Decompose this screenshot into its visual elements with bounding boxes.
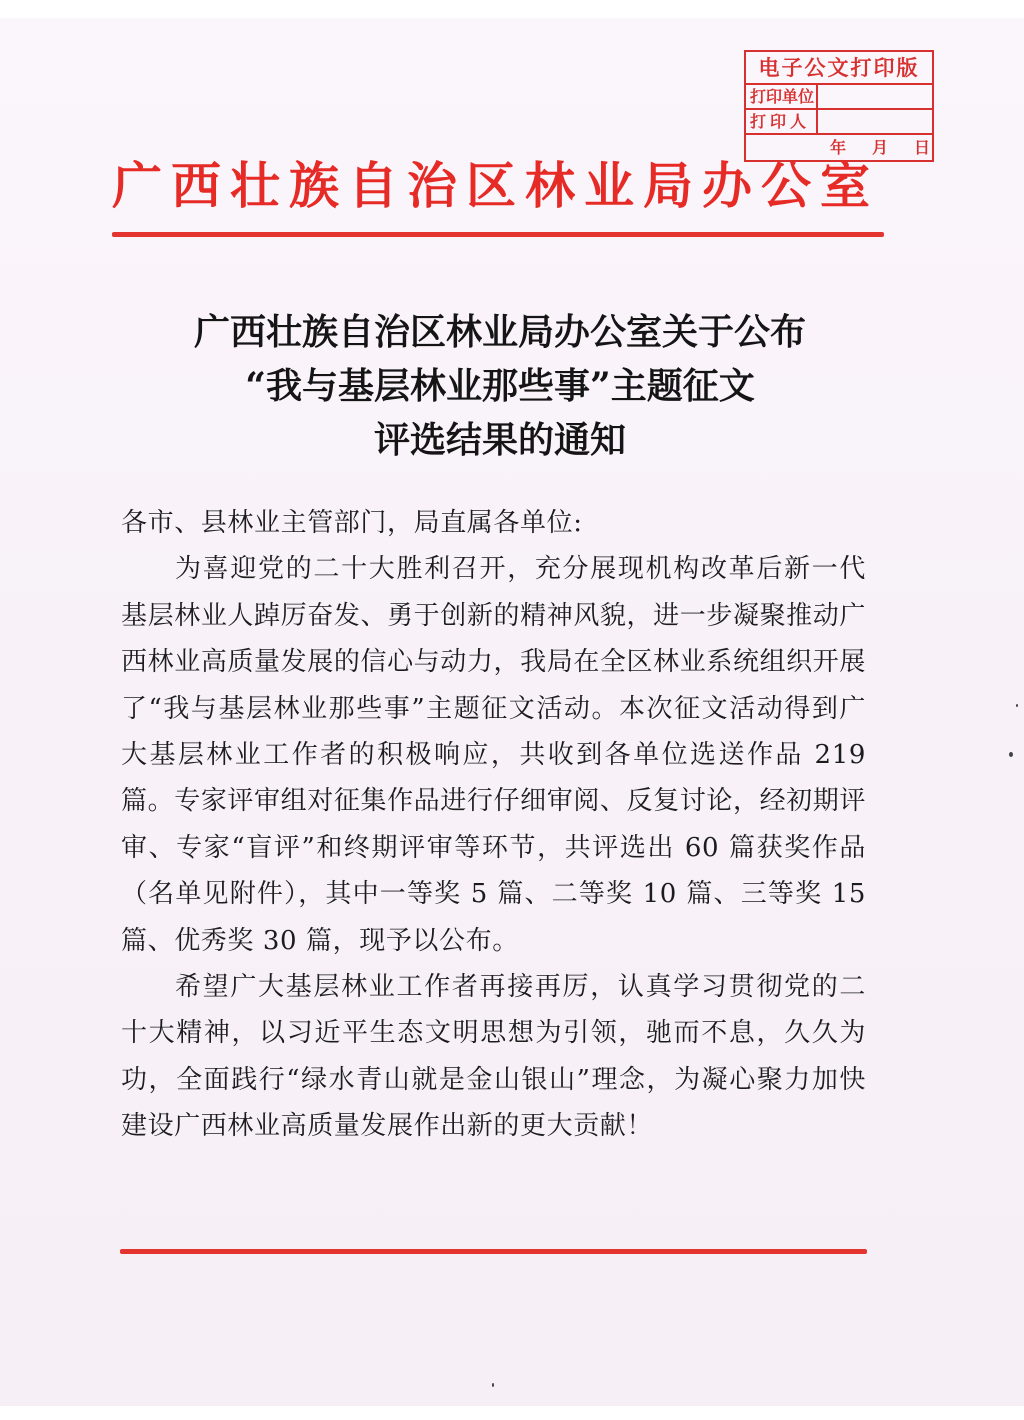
scan-speck xyxy=(492,1383,494,1387)
stamp-date-day: 日 xyxy=(914,138,931,157)
stamp-date-year: 年 xyxy=(830,138,847,157)
notice-title-line-3: 评选结果的通知 xyxy=(373,419,626,461)
footer-red-rule xyxy=(120,1249,867,1254)
stamp-title: 电子公文打印版 xyxy=(746,52,932,85)
electronic-print-stamp xyxy=(744,50,934,162)
body-paragraph-2: 希望广大基层林业工作者再接再厉，认真学习贯彻党的二十大精神，以习近平生态文明思想为引领，驰而不息，久久为功，全面践行“绿水青山就是金山银山”理念，为凝心聚力加快建设广西林业高质量发展作出新的更大贡献！ xyxy=(121,972,866,1142)
scan-speck xyxy=(1009,752,1013,757)
scan-top-margin xyxy=(0,0,1024,18)
stamp-date-month: 月 xyxy=(872,138,889,157)
salutation: 各市、县林业主管部门，局直属各单位: xyxy=(121,508,583,538)
letterhead-title: 广西壮族自治区林业局办公室 xyxy=(112,156,879,215)
stamp-row-printer xyxy=(746,110,932,135)
notice-title-line-2: “我与基层林业那些事”主题征文 xyxy=(245,365,755,407)
stamp-row-print-unit xyxy=(746,85,932,110)
stamp-label-print-unit: 打印单位 xyxy=(746,85,818,108)
stamp-label-printer: 打印人 xyxy=(746,110,818,133)
scan-speck xyxy=(1016,704,1018,707)
notice-title xyxy=(120,305,880,467)
letterhead-red-rule xyxy=(112,232,884,237)
notice-body xyxy=(121,500,866,1150)
scan-bottom-margin xyxy=(0,1406,1024,1420)
body-paragraph-1: 为喜迎党的二十大胜利召开，充分展现机构改革后新一代基层林业人踔厉奋发、勇于创新的精神风貌，进一步凝聚推动广西林业高质量发展的信心与动力，我局在全区林业系统组织开展了“我与基层林业那些事”主题征文活动。本次征文活动得到广大基层林业工作者的积极响应，共收到各单位选送作品 219 篇。专家评审组对征集作品进行仔细审阅、反复讨论，经初期评审、专家“盲评”和终期评审等环节，共评选出 60 篇获奖作品（名单见附件），其中一等奖 5 篇、二等奖 10 篇、三等奖 15 篇、优秀奖 30 篇，现予以公布。 xyxy=(121,554,866,956)
notice-title-line-1: 广西壮族自治区林业局办公室关于公布 xyxy=(193,311,806,353)
